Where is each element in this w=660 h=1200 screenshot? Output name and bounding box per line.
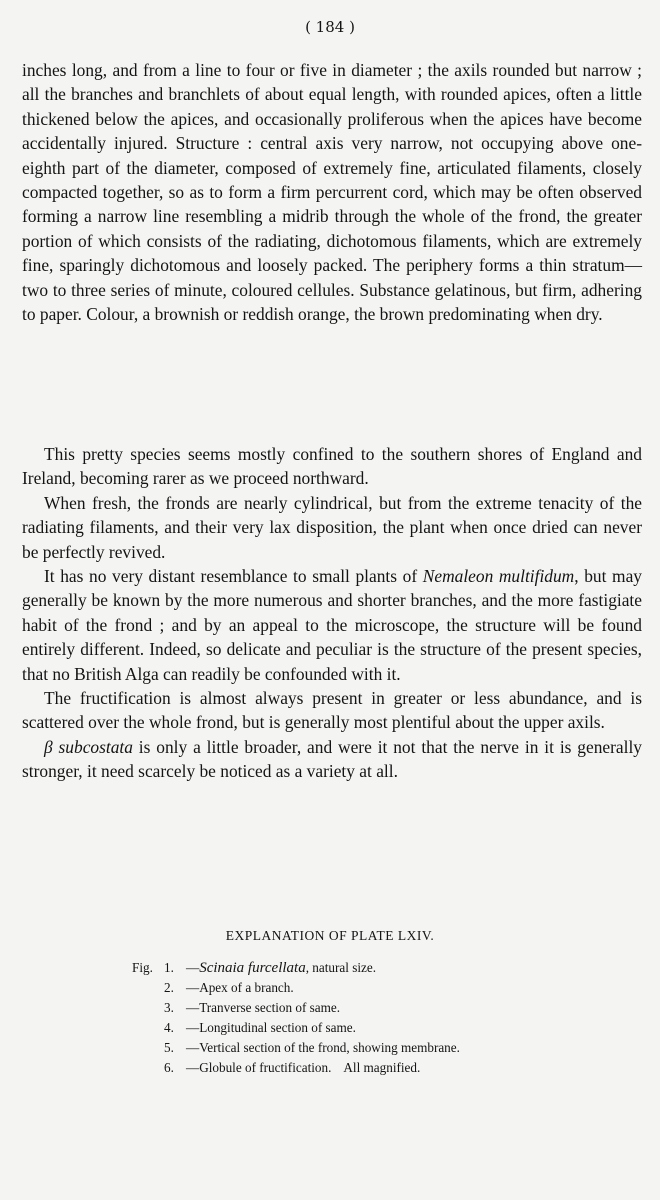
figure-caption: Globule of fructification.	[199, 1060, 332, 1075]
description-paragraph: inches long, and from a line to four or five in diameter ; the axils rounded but narrow ; all the branches and branchlets of about equal length, with rounded apices, often a little thickened below the apices, and occasionally proliferous when the apices have become accidentally injured. Structure : central axis very narrow, not occupying above one-eighth part of the diameter, composed of extremely fine, articulated filaments, closely compacted together, so as to form a firm percurrent cord, which may be often observed forming a narrow line resembling a midrib through the whole of the frond, the greater portion of which consists of the radiating, dichotomous filaments, which are extremely fine, sparingly dichotomous and loosely packed. The periphery forms a thin stratum—two to three series of minute, coloured cellules. Substance gelatinous, but firm, adhering to paper. Colour, a brownish or reddish orange, the brown predominating when dry.	[22, 60, 642, 325]
resemblance-text-pre: It has no very distant resemblance to small plants of	[44, 566, 423, 587]
figure-caption: Tranverse section of same.	[199, 1000, 341, 1015]
description-block	[22, 58, 642, 326]
paragraph-fructification: The fructification is almost always present in greater or less abundance, and is scattered over the whole frond, but is generally most plentiful about the upper axils.	[22, 688, 642, 733]
figure-caption: Apex of a branch.	[199, 980, 294, 995]
figure-caption: Longitudinal section of same.	[199, 1020, 356, 1035]
figure-row	[132, 1018, 552, 1038]
figure-dash: —	[186, 1060, 200, 1075]
plate-figure-list	[132, 958, 552, 1078]
figure-species-name: Scinaia furcellata	[199, 960, 306, 976]
figure-number: 3.	[164, 1000, 174, 1015]
figure-row	[132, 978, 552, 998]
figure-number: 5.	[164, 1040, 174, 1055]
figure-dash: —	[186, 1000, 200, 1015]
paragraph-fresh: When fresh, the fronds are nearly cylindrical, but from the extreme tenacity of the radiating filaments, and their very lax disposition, the plant when once dried can never be perfectly revived.	[22, 492, 642, 562]
figure-row	[132, 998, 552, 1018]
resemblance-text-post: , but may generally be known by the more numerous and shorter branches, and the more fastigiate habit of the frond ; and by an appeal to the microscope, the structure will be found entirely different. Indeed, so delicate and peculiar is the structure of the present species, that no British Alga can readily be confounded with it.	[22, 566, 642, 684]
paragraph-distribution: This pretty species seems mostly confined to the southern shores of England and Ireland, becoming rarer as we proceed northward.	[22, 444, 642, 489]
paragraph-resemblance	[22, 564, 642, 686]
figure-number: 4.	[164, 1020, 174, 1035]
figure-dash: —	[186, 1040, 200, 1055]
figure-row	[132, 1038, 552, 1058]
figure-row	[132, 958, 552, 978]
figure-number: 1.	[164, 960, 174, 975]
figure-number: 6.	[164, 1060, 174, 1075]
remarks-block	[22, 442, 642, 784]
variety-name: β subcostata	[44, 736, 133, 757]
figure-caption: Vertical section of the frond, showing membrane.	[199, 1040, 460, 1055]
figure-row	[132, 1058, 552, 1078]
species-name-nemaleon: Nemaleon multifidum	[422, 566, 575, 587]
paragraph-subcostata	[22, 735, 642, 784]
figure-number: 2.	[164, 980, 174, 995]
figure-dash: —	[186, 1020, 200, 1035]
plate-title: EXPLANATION OF PLATE LXIV.	[225, 928, 435, 943]
figure-note: All magnified.	[343, 1060, 421, 1075]
figure-caption: , natural size.	[305, 960, 377, 975]
fig-prefix: Fig.	[132, 960, 153, 975]
page-number-text: ( 184 )	[305, 18, 355, 36]
figure-dash: —	[186, 960, 200, 975]
figure-dash: —	[186, 980, 200, 995]
page-number	[0, 18, 660, 36]
subcostata-text: is only a little broader, and were it not that the nerve in it is generally stronger, it need scarcely be noticed as a variety at all.	[22, 736, 642, 782]
